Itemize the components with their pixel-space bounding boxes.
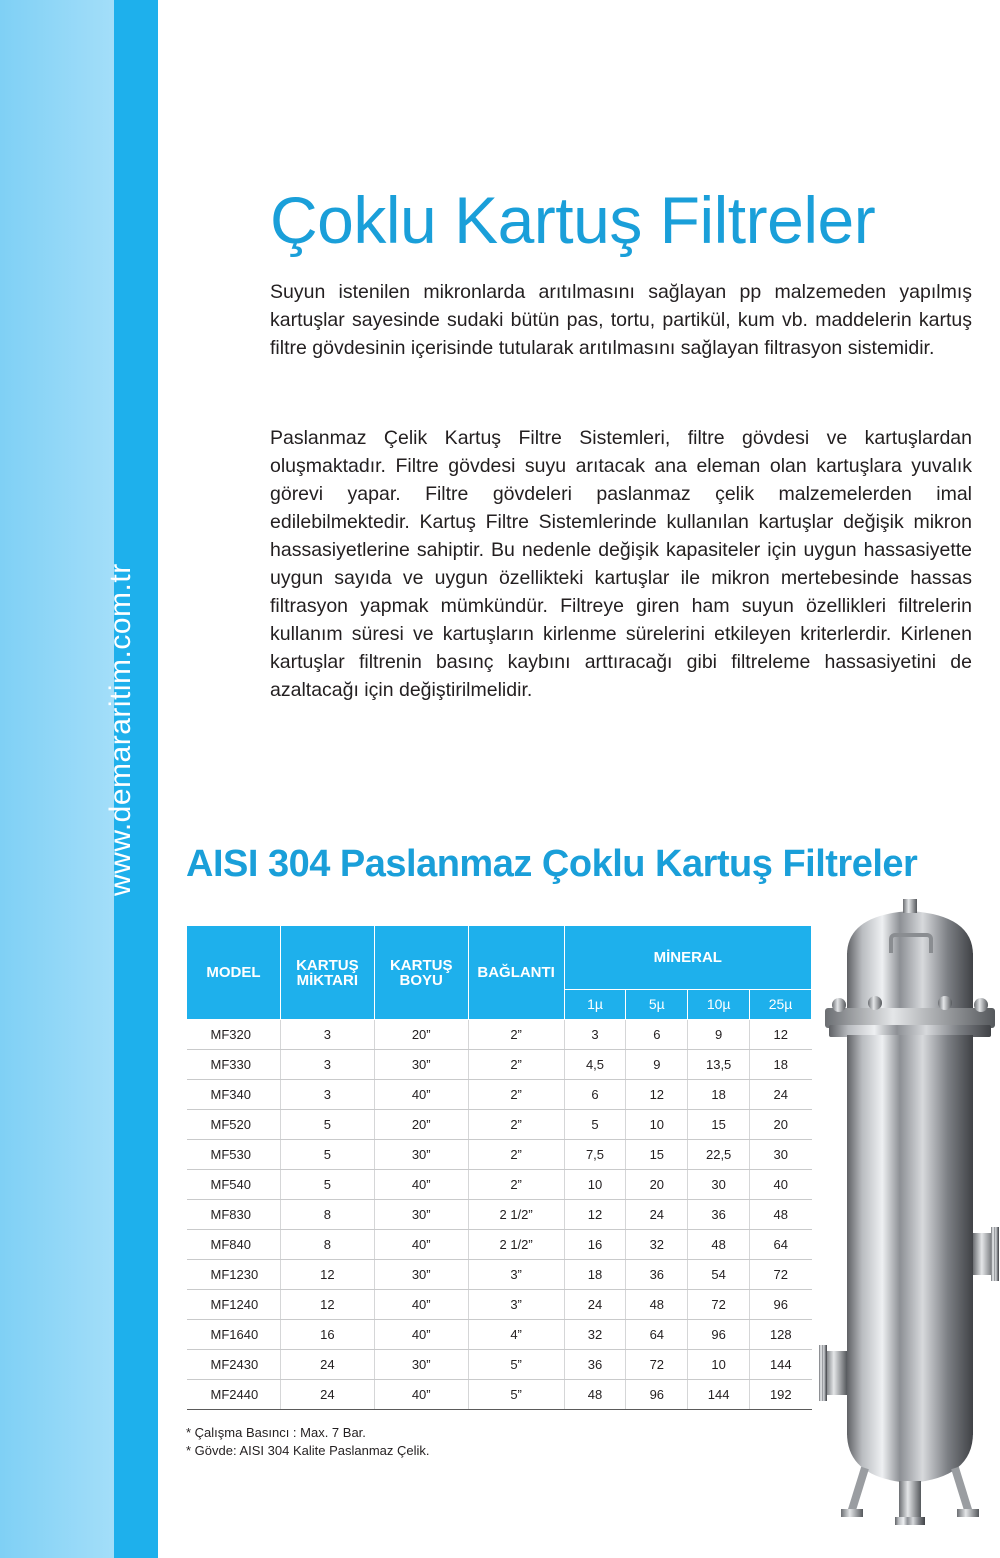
cell-mineral-25u: 20 — [750, 1110, 812, 1140]
header-micron-10: 10µ — [688, 990, 750, 1020]
cell-mineral-1u: 36 — [564, 1350, 626, 1380]
cell-kartus-miktari: 5 — [280, 1170, 374, 1200]
cell-kartus-boyu: 30” — [374, 1200, 468, 1230]
cell-baglanti: 5” — [468, 1350, 564, 1380]
cell-model: MF2430 — [187, 1350, 281, 1380]
cell-mineral-10u: 13,5 — [688, 1050, 750, 1080]
cell-kartus-boyu: 40” — [374, 1080, 468, 1110]
cell-kartus-miktari: 8 — [280, 1230, 374, 1260]
header-micron-1: 1µ — [564, 990, 626, 1020]
cell-mineral-10u: 30 — [688, 1170, 750, 1200]
cell-model: MF1230 — [187, 1260, 281, 1290]
cell-mineral-10u: 36 — [688, 1200, 750, 1230]
spec-table-body — [187, 1020, 812, 1410]
cell-mineral-10u: 18 — [688, 1080, 750, 1110]
page-title: Çoklu Kartuş Filtreler — [270, 183, 876, 257]
note-pressure: * Çalışma Basıncı : Max. 7 Bar. — [186, 1425, 366, 1440]
table-row — [187, 1380, 812, 1410]
cell-mineral-5u: 10 — [626, 1110, 688, 1140]
cell-mineral-5u: 32 — [626, 1230, 688, 1260]
cell-baglanti: 2” — [468, 1050, 564, 1080]
stainless-steel-filter-housing-image — [815, 893, 1000, 1533]
cell-kartus-miktari: 12 — [280, 1260, 374, 1290]
cell-model: MF340 — [187, 1080, 281, 1110]
cell-mineral-25u: 48 — [750, 1200, 812, 1230]
cell-kartus-miktari: 12 — [280, 1290, 374, 1320]
cell-kartus-boyu: 40” — [374, 1230, 468, 1260]
sidebar — [0, 0, 158, 1558]
cell-baglanti: 4” — [468, 1320, 564, 1350]
table-row — [187, 1290, 812, 1320]
table-row — [187, 1110, 812, 1140]
cell-mineral-5u: 15 — [626, 1140, 688, 1170]
table-row — [187, 1230, 812, 1260]
cell-mineral-1u: 6 — [564, 1080, 626, 1110]
header-kartus-boyu — [374, 926, 468, 1020]
cell-mineral-25u: 96 — [750, 1290, 812, 1320]
cell-mineral-25u: 24 — [750, 1080, 812, 1110]
note-body-material: * Gövde: AISI 304 Kalite Paslanmaz Çelik. — [186, 1443, 430, 1458]
cell-kartus-miktari: 8 — [280, 1200, 374, 1230]
cell-mineral-10u: 15 — [688, 1110, 750, 1140]
cell-mineral-5u: 20 — [626, 1170, 688, 1200]
cell-model: MF320 — [187, 1020, 281, 1050]
table-row — [187, 1170, 812, 1200]
cell-model: MF840 — [187, 1230, 281, 1260]
cell-mineral-1u: 32 — [564, 1320, 626, 1350]
header-mineral: MİNERAL — [564, 926, 811, 990]
cell-mineral-25u: 30 — [750, 1140, 812, 1170]
table-row — [187, 1020, 812, 1050]
cell-mineral-1u: 12 — [564, 1200, 626, 1230]
cell-mineral-5u: 12 — [626, 1080, 688, 1110]
cell-mineral-10u: 96 — [688, 1320, 750, 1350]
cell-model: MF520 — [187, 1110, 281, 1140]
cell-model: MF830 — [187, 1200, 281, 1230]
cell-mineral-25u: 192 — [750, 1380, 812, 1410]
header-kartus-miktari-line2: MİKTARI — [296, 971, 359, 989]
cell-mineral-25u: 64 — [750, 1230, 812, 1260]
cell-mineral-10u: 72 — [688, 1290, 750, 1320]
cell-mineral-25u: 40 — [750, 1170, 812, 1200]
cell-kartus-miktari: 24 — [280, 1350, 374, 1380]
cell-baglanti: 2 1/2” — [468, 1230, 564, 1260]
cell-kartus-boyu: 30” — [374, 1050, 468, 1080]
cell-mineral-1u: 7,5 — [564, 1140, 626, 1170]
cell-kartus-boyu: 30” — [374, 1140, 468, 1170]
cell-mineral-10u: 144 — [688, 1380, 750, 1410]
cell-mineral-5u: 9 — [626, 1050, 688, 1080]
cell-mineral-1u: 48 — [564, 1380, 626, 1410]
cell-mineral-1u: 16 — [564, 1230, 626, 1260]
table-row — [187, 1050, 812, 1080]
cell-baglanti: 2” — [468, 1170, 564, 1200]
cell-kartus-boyu: 40” — [374, 1320, 468, 1350]
table-row — [187, 1260, 812, 1290]
cell-mineral-25u: 144 — [750, 1350, 812, 1380]
cell-baglanti: 2” — [468, 1110, 564, 1140]
cell-mineral-1u: 10 — [564, 1170, 626, 1200]
cell-kartus-miktari: 3 — [280, 1050, 374, 1080]
cell-kartus-miktari: 5 — [280, 1140, 374, 1170]
cell-mineral-1u: 5 — [564, 1110, 626, 1140]
cell-kartus-boyu: 30” — [374, 1260, 468, 1290]
table-row — [187, 1200, 812, 1230]
table-row — [187, 1350, 812, 1380]
cell-baglanti: 3” — [468, 1260, 564, 1290]
table-row — [187, 1080, 812, 1110]
cell-kartus-boyu: 20” — [374, 1020, 468, 1050]
header-kartus-boyu-line2: BOYU — [399, 971, 443, 989]
cell-kartus-miktari: 5 — [280, 1110, 374, 1140]
header-kartus-miktari — [280, 926, 374, 1020]
header-kartus-boyu-line1: KARTUŞ — [389, 956, 453, 974]
cell-baglanti: 2” — [468, 1140, 564, 1170]
header-baglanti: BAĞLANTI — [468, 926, 564, 1020]
cell-kartus-boyu: 40” — [374, 1380, 468, 1410]
website-url: www.demararitim.com.tr — [104, 563, 137, 896]
cell-model: MF1640 — [187, 1320, 281, 1350]
cell-kartus-miktari: 3 — [280, 1080, 374, 1110]
cell-kartus-miktari: 16 — [280, 1320, 374, 1350]
cell-mineral-5u: 96 — [626, 1380, 688, 1410]
cell-mineral-5u: 6 — [626, 1020, 688, 1050]
header-micron-5: 5µ — [626, 990, 688, 1020]
cell-mineral-25u: 72 — [750, 1260, 812, 1290]
cell-model: MF1240 — [187, 1290, 281, 1320]
cell-baglanti: 5” — [468, 1380, 564, 1410]
cell-mineral-25u: 12 — [750, 1020, 812, 1050]
cell-kartus-boyu: 30” — [374, 1350, 468, 1380]
notes — [186, 1424, 430, 1460]
cell-mineral-25u: 128 — [750, 1320, 812, 1350]
table-row — [187, 1320, 812, 1350]
cell-mineral-1u: 18 — [564, 1260, 626, 1290]
cell-mineral-10u: 54 — [688, 1260, 750, 1290]
header-model: MODEL — [187, 926, 281, 1020]
cell-kartus-boyu: 20” — [374, 1110, 468, 1140]
cell-kartus-boyu: 40” — [374, 1170, 468, 1200]
cell-mineral-1u: 4,5 — [564, 1050, 626, 1080]
cell-baglanti: 2 1/2” — [468, 1200, 564, 1230]
cell-kartus-miktari: 3 — [280, 1020, 374, 1050]
cell-model: MF530 — [187, 1140, 281, 1170]
cell-mineral-5u: 36 — [626, 1260, 688, 1290]
table-row — [187, 1140, 812, 1170]
cell-mineral-10u: 48 — [688, 1230, 750, 1260]
description-paragraph: Paslanmaz Çelik Kartuş Filtre Sistemleri, filtre gövdesi ve kartuşlardan oluşmaktadır. Filtre gövdesi suyu arıtacak ana eleman olan kartuşlara yuvalık görevi yapar. Filtre gövdeleri paslanmaz çelik malzemelerden imal edilebilmektedir. Kartuş Filtre Sistemlerinde kullanılan kartuşlar değişik mikron hassasiyetlerine sahiptir. Bu nedenle değişik kapasiteler için uygun hassasiyette uygun sayıda ve uygun özellikteki kartuşlar ile mikron mertebesinde hassas filtrasyon yapmak mümkündür. Filtreye giren ham suyun özellikleri filtrelerin kullanım süresi ve kartuşların kirlenme sürelerini etkileyen kriterlerdir. Kirlenen kartuşlar filtrenin basınç kaybını arttıracağı gibi filtreleme hassasiyetini de azaltacağı için değiştirilmelidir. — [270, 427, 972, 701]
cell-mineral-5u: 72 — [626, 1350, 688, 1380]
cell-mineral-5u: 24 — [626, 1200, 688, 1230]
cell-model: MF540 — [187, 1170, 281, 1200]
cell-mineral-1u: 3 — [564, 1020, 626, 1050]
cell-mineral-1u: 24 — [564, 1290, 626, 1320]
cell-mineral-10u: 9 — [688, 1020, 750, 1050]
cell-mineral-5u: 64 — [626, 1320, 688, 1350]
cell-baglanti: 2” — [468, 1020, 564, 1050]
cell-mineral-25u: 18 — [750, 1050, 812, 1080]
header-kartus-miktari-line1: KARTUŞ — [296, 956, 359, 974]
spec-table — [186, 925, 812, 1410]
section-subtitle: AISI 304 Paslanmaz Çoklu Kartuş Filtreler — [186, 843, 918, 885]
sidebar-light-band — [0, 0, 114, 1558]
cell-baglanti: 3” — [468, 1290, 564, 1320]
cell-mineral-5u: 48 — [626, 1290, 688, 1320]
cell-model: MF330 — [187, 1050, 281, 1080]
cell-baglanti: 2” — [468, 1080, 564, 1110]
cell-mineral-10u: 22,5 — [688, 1140, 750, 1170]
header-micron-25: 25µ — [750, 990, 812, 1020]
cell-mineral-10u: 10 — [688, 1350, 750, 1380]
cell-kartus-miktari: 24 — [280, 1380, 374, 1410]
intro-paragraph: Suyun istenilen mikronlarda arıtılmasını sağlayan pp malzemeden yapılmış kartuşlar sayesinde sudaki bütün pas, tortu, partikül, kum vb. maddelerin kartuş filtre gövdesinin içerisinde tutularak arıtılmasını sağlayan filtrasyon sistemidir. — [270, 281, 972, 359]
cell-model: MF2440 — [187, 1380, 281, 1410]
cell-kartus-boyu: 40” — [374, 1290, 468, 1320]
